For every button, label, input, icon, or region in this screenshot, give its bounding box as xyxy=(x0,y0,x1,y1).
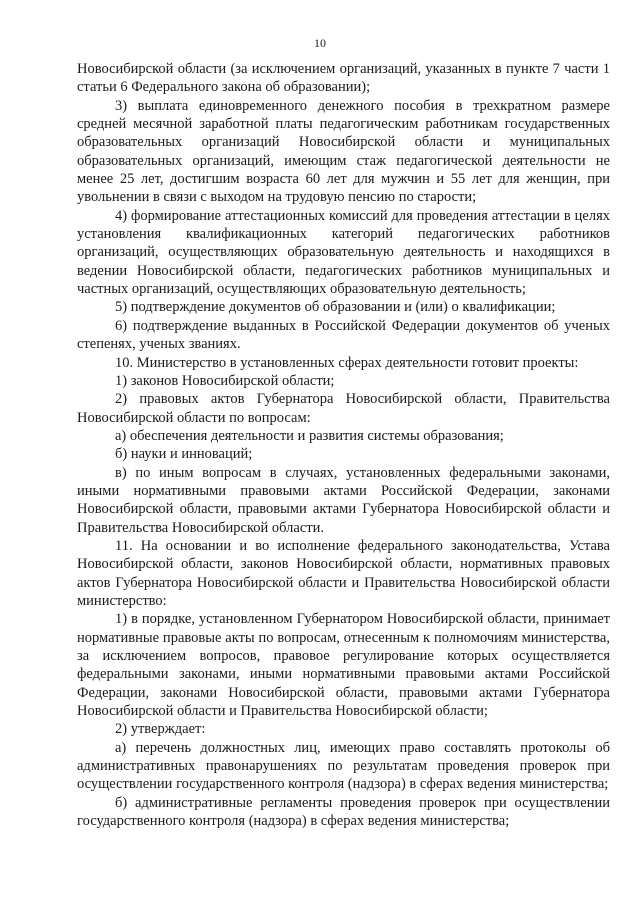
paragraph-section-11-item-1: 1) в порядке, установленном Губернатором Новосибирской области, принимает нормативные правовые акты по вопросам, отнесенным к полномочиям министерства, за исключением вопросов, правовое регулирование которых осуществляется федеральными законами, иными нормативными правовыми актами Российской Федерации, законами Новосибирской области, правовыми актами Губернатора Новосибирской области и Правительства Новосибирской области; xyxy=(77,611,610,720)
paragraph-section-11: 11. На основании и во исполнение федерального законодательства, Устава Новосибирской области, законов Новосибирской области, нормативных правовых актов Губернатора Новосибирской области и Правительства Новосибирской области министерство: xyxy=(77,537,610,609)
paragraph-section-11-item-2b: б) административные регламенты проведения проверок при осуществлении государственного контроля (надзора) в сферах ведения министерства; xyxy=(77,794,610,830)
page-number: 10 xyxy=(314,36,326,50)
paragraph-section-10-item-2b: б) науки и инноваций; xyxy=(115,446,253,463)
paragraph-item-6-academic-degrees: 6) подтверждение выданных в Российской Федерации документов об ученых степенях, ученых званиях. xyxy=(77,317,610,353)
document-body xyxy=(77,60,610,830)
paragraph-continuation: Новосибирской области (за исключением организаций, указанных в пункте 7 части 1 статьи 6 Федерального закона об образовании); xyxy=(77,61,610,96)
paragraph-item-4-attestation-commissions: 4) формирование аттестационных комиссий для проведения аттестации в целях установления квалификационных категорий педагогических работников организаций, осуществляющих образовательную деятельность и находящихся в ведении Новосибирской области, педагогических работников муниципальных и частных организаций, осуществляющих образовательную деятельность; xyxy=(77,207,610,298)
paragraph-section-10-item-2v: в) по иным вопросам в случаях, установленных федеральными законами, иными нормативными правовыми актами Российской Федерации, законами Новосибирской области, правовыми актами Губернатора Новосибирской области и Правительства Новосибирской области. xyxy=(77,464,610,536)
paragraph-section-10-item-2: 2) правовых актов Губернатора Новосибирской области, Правительства Новосибирской области по вопросам: xyxy=(77,391,610,426)
paragraph-item-5-document-confirmation: 5) подтверждение документов об образовании и (или) о квалификации; xyxy=(115,299,556,316)
paragraph-section-10-item-1: 1) законов Новосибирской области; xyxy=(115,372,335,389)
paragraph-section-11-item-2: 2) утверждает: xyxy=(115,721,206,738)
paragraph-section-10-item-2a: а) обеспечения деятельности и развития системы образования; xyxy=(115,427,504,444)
paragraph-section-10: 10. Министерство в установленных сферах деятельности готовит проекты: xyxy=(115,354,579,371)
paragraph-item-3-lump-sum-benefit: 3) выплата единовременного денежного пособия в трехкратном размере средней месячной заработной платы педагогическим работникам государственных образовательных организаций Новосибирской области и муниципальных образовательных организаций, имеющим стаж педагогической деятельности не менее 25 лет, достигшим возраста 60 лет для мужчин и 55 лет для женщин, при увольнении в связи с выходом на трудовую пенсию по старости; xyxy=(77,97,610,206)
paragraph-section-11-item-2a: а) перечень должностных лиц, имеющих право составлять протоколы об административных правонарушениях по результатам проведения проверок при осуществлении государственного контроля (надзора) в сферах ведения министерства; xyxy=(77,739,610,793)
